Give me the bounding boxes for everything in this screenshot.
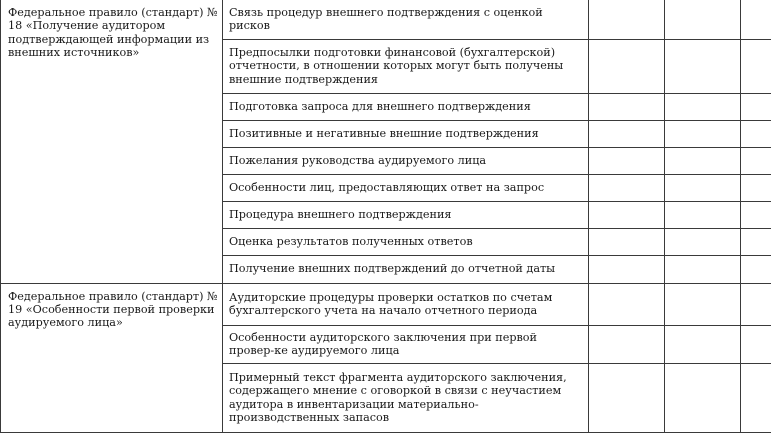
topic-cell xyxy=(223,147,589,174)
empty-cell xyxy=(665,120,741,147)
empty-cell xyxy=(741,174,771,201)
topic-text: Подготовка запроса для внешнего подтверждения xyxy=(229,99,531,113)
topic-text: Особенности аудиторского заключения при первой провер-ке аудируемого лица xyxy=(229,330,537,357)
empty-cell xyxy=(741,93,771,120)
empty-cell xyxy=(741,325,771,363)
standard-cell xyxy=(1,0,223,283)
empty-cell xyxy=(665,93,741,120)
empty-cell xyxy=(665,201,741,228)
empty-cell xyxy=(589,363,665,432)
empty-cell xyxy=(741,39,771,93)
empty-cell xyxy=(589,0,665,39)
topic-text: Аудиторские процедуры проверки остатков по счетам бухгалтерского учета на начало отчетного периода xyxy=(229,290,553,317)
empty-cell xyxy=(589,39,665,93)
empty-cell xyxy=(665,147,741,174)
empty-cell xyxy=(589,283,665,325)
empty-cell xyxy=(589,201,665,228)
topic-cell xyxy=(223,0,589,39)
table-row xyxy=(1,0,771,39)
topic-cell xyxy=(223,283,589,325)
topic-text: Получение внешних подтверждений до отчетной даты xyxy=(229,262,556,276)
empty-cell xyxy=(589,174,665,201)
empty-cell xyxy=(665,174,741,201)
standard-title: Федеральное правило (стандарт) № 18 «Получение аудитором подтверждающей информации из внешних источников» xyxy=(8,6,218,60)
standard-cell xyxy=(1,283,223,432)
empty-cell xyxy=(741,120,771,147)
topic-cell xyxy=(223,174,589,201)
topic-text: Связь процедур внешнего подтверждения с оценкой рисков xyxy=(229,5,543,33)
empty-cell xyxy=(741,0,771,39)
empty-cell xyxy=(665,363,741,432)
topic-cell xyxy=(223,93,589,120)
empty-cell xyxy=(665,39,741,93)
table-row xyxy=(1,283,771,325)
empty-cell xyxy=(589,255,665,283)
standard-title: Федеральное правило (стандарт) № 19 «Особенности первой проверки аудируемого лица» xyxy=(8,289,218,330)
topic-text: Особенности лиц, предоставляющих ответ на запрос xyxy=(229,180,545,194)
empty-cell xyxy=(741,147,771,174)
empty-cell xyxy=(665,255,741,283)
topic-text: Предпосылки подготовки финансовой (бухгалтерской) отчетности, в отношении которых могут быть получены внешние подтверждения xyxy=(229,45,564,86)
topic-cell xyxy=(223,39,589,93)
empty-cell xyxy=(665,283,741,325)
empty-cell xyxy=(665,0,741,39)
empty-cell xyxy=(589,147,665,174)
empty-cell xyxy=(589,120,665,147)
topic-text: Пожелания руководства аудируемого лица xyxy=(229,153,487,167)
empty-cell xyxy=(741,255,771,283)
topic-cell xyxy=(223,120,589,147)
empty-cell xyxy=(665,325,741,363)
empty-cell xyxy=(741,363,771,432)
topic-text: Позитивные и негативные внешние подтверждения xyxy=(229,126,539,140)
topic-cell xyxy=(223,255,589,283)
topic-text: Процедура внешнего подтверждения xyxy=(229,207,452,221)
empty-cell xyxy=(589,325,665,363)
empty-cell xyxy=(665,228,741,255)
topic-text: Примерный текст фрагмента аудиторского заключения, содержащего мнение с оговоркой в связи с неучастием аудитора в инвентаризации материально-производственных запасов xyxy=(229,370,567,424)
topic-text: Оценка результатов полученных ответов xyxy=(229,234,473,248)
empty-cell xyxy=(741,283,771,325)
empty-cell xyxy=(589,93,665,120)
topic-cell xyxy=(223,363,589,432)
topic-cell xyxy=(223,228,589,255)
empty-cell xyxy=(589,228,665,255)
empty-cell xyxy=(741,201,771,228)
topic-cell xyxy=(223,201,589,228)
empty-cell xyxy=(741,228,771,255)
topic-cell xyxy=(223,325,589,363)
